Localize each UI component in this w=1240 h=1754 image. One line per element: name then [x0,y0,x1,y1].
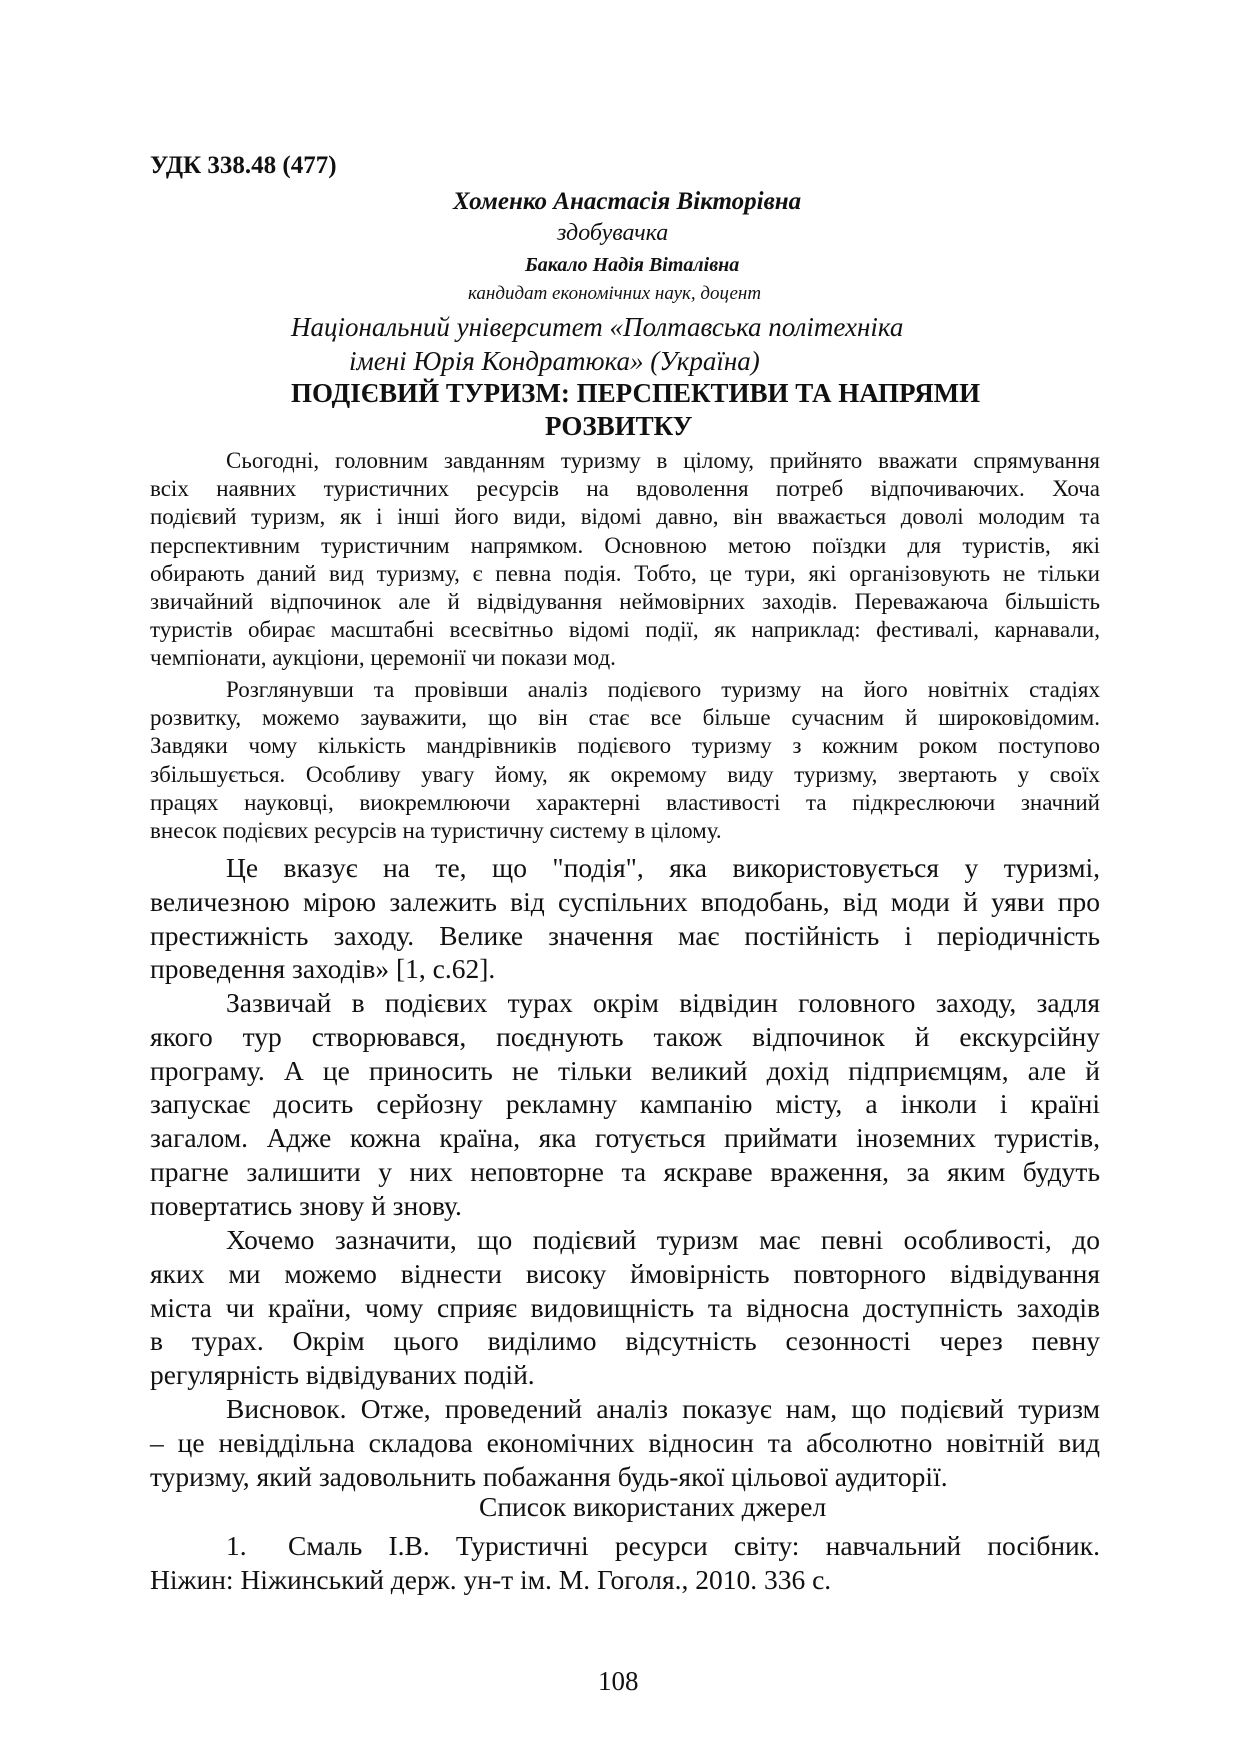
article-title-line-2: РОЗВИТКУ [545,411,693,441]
paragraph-line: міста чи країни, чому сприяє видовищність та відносна доступність заходів [150,1291,1100,1323]
author-1-name: Хоменко Анастасія Вікторівна [453,188,802,215]
paragraph-line: чемпіонати, аукціони, церемонії чи покази мод. [150,645,616,671]
affiliation-line-2: імені Юрія Кондратюка» (Україна) [349,346,760,376]
page-number: 108 [598,1666,639,1696]
paragraph-line: працях науковці, виокремлюючи характерні властивості та підкреслюючи значний [150,789,1100,815]
paragraph-line: яких ми можемо віднести високу ймовірність повторного відвідування [150,1257,1100,1289]
paragraph-line: Завдяки чому кількість мандрівників подієвого туризму з кожним роком поступово [150,733,1100,759]
body-paragraph [150,1223,1100,1392]
paragraph-line: в турах. Окрім цього виділимо відсутність сезонності через певну [150,1325,1100,1357]
paragraph-line: розвитку, можемо зауважити, що він стає все більше сучасним й широковідомим. [150,705,1100,731]
paragraph-line: подієвий туризм, як і інші його види, відомі давно, він вважається доволі молодим та [150,504,1100,530]
paragraph-line: Розглянувши та провівши аналіз подієвого туризму на його новітніх стадіях [226,677,1100,702]
reference-line: Смаль І.В. Туристичні ресурси світу: навчальний посібник. [288,1530,1100,1561]
body-paragraph [150,986,1100,1223]
paragraph-line: престижність заходу. Велике значення має постійність і періодичність [150,919,1100,951]
paragraph-line: Зазвичай в подієвих турах окрім відвідин головного заходу, задля [226,987,1100,1018]
author-2-name: Бакало Надія Віталівна [525,254,740,276]
paragraph-line: Це вказує на те, що "подія", яка використовується у туризмі, [226,852,1100,883]
paragraph-line: запускає досить серйозну рекламну кампанію місту, а інколи і країні [150,1088,1100,1120]
paragraph-line: – це невіддільна складова економічних відносин та абсолютно новітній вид [150,1426,1100,1458]
paragraph-line: перспективним туристичним напрямком. Основною метою поїздки для туристів, які [150,532,1100,558]
paragraph-line: Сьогодні, головним завданням туризму в цілому, прийнято вважати спрямування [226,448,1100,473]
paragraph-line: всіх наявних туристичних ресурсів на вдоволення потреб відпочиваючих. Хоча [150,476,1100,502]
paragraph-line: величезною мірою залежить від суспільних вподобань, від моди й уяви про [150,885,1100,917]
body-paragraph [150,447,1100,673]
reference-item [150,1529,1100,1597]
paragraph-line: проведення заходів» [1, с.62]. [150,953,496,985]
article-title-line-1: ПОДІЄВИЙ ТУРИЗМ: ПЕРСПЕКТИВИ ТА НАПРЯМИ [291,378,981,408]
udc-code: УДК 338.48 (477) [150,152,337,179]
paragraph-line: внесок подієвих ресурсів на туристичну систему в цілому. [150,818,722,844]
paragraph-line: збільшується. Особливу увагу йому, як окремому виду туризму, звертають у своїх [150,761,1100,787]
paragraph-line: Хочемо зазначити, що подієвий туризм має певні особливості, до [226,1224,1100,1255]
paragraph-line: обирають даний вид туризму, є певна подія. Тобто, це тури, які організовують не тільки [150,560,1100,586]
paragraph-line: прагне залишити у них неповторне та яскраве враження, за яким будуть [150,1155,1100,1187]
body-paragraph [150,851,1100,986]
paragraph-line: звичайний відпочинок але й відвідування неймовірних заходів. Переважаюча більшість [150,589,1100,615]
paragraph-line: загалом. Адже кожна країна, яка готується приймати іноземних туристів, [150,1122,1100,1154]
paragraph-line: регулярність відвідуваних подій. [150,1359,535,1391]
paragraph-line: якого тур створювався, поєднують також відпочинок й екскурсійну [150,1020,1100,1052]
reference-number: 1. [226,1530,247,1561]
references-heading: Список використаних джерел [479,1491,827,1522]
paragraph-line: програму. А це приносить не тільки великий дохід підприємцям, але й [150,1054,1100,1086]
affiliation-line-1: Національний університет «Полтавська політехніка [291,312,904,342]
reference-line: Ніжин: Ніжинський держ. ун-т ім. М. Гоголя., 2010. 336 с. [150,1563,832,1595]
paragraph-line: повертатись знову й знову. [150,1189,462,1221]
author-2-role: кандидат економічних наук, доцент [468,283,762,304]
paragraph-line: Висновок. Отже, проведений аналіз показує нам, що подієвий туризм [226,1393,1100,1424]
paragraph-line: туристів обирає масштабні всесвітньо відомі події, як наприклад: фестивалі, карнавали, [150,617,1100,643]
author-1-role: здобувачка [557,220,669,246]
paragraph-line: туризму, який задовольнить побажання будь-якої цільової аудиторії. [150,1460,948,1492]
body-paragraph [150,676,1100,845]
body-paragraph [150,1392,1100,1493]
